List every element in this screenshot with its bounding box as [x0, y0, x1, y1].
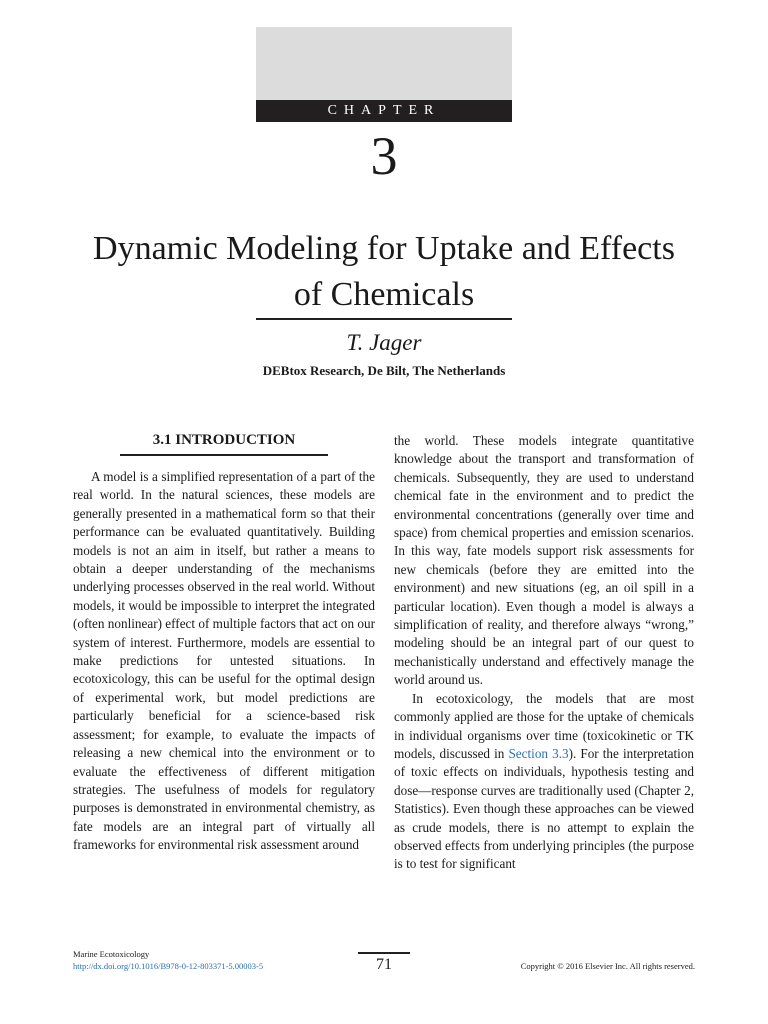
footer-book-title: Marine Ecotoxicology [73, 949, 150, 959]
chapter-title [40, 226, 728, 318]
paragraph-1: A model is a simplified representation of a part of the real world. In the natural sciences, these models are generally presented in a mathematical form so that their performance can be evaluated quantitatively. Building models is not an aim in itself, but rather a means to obtain a deeper understanding of the mechanisms underlying processes observed in the real world. Without models, it would be impossible to interpret the integrated (often nonlinear) effect of multiple factors that act on our system of interest. Furthermore, models are essential to make predictions for untested situations. In ecotoxicology, this can be useful for the optimal design of experimental work, but model predictions are particularly beneficial for a science-based risk assessment; for example, to evaluate the impacts of releasing a new chemical into the environment or to evaluate the effectiveness of different mitigation strategies. The usefulness of models for regulatory purposes is demonstrated in environmental chemistry, as fate models are an integral part of virtually all frameworks for environmental risk assessment around [73, 469, 375, 853]
section-heading: 3.1 INTRODUCTION [152, 432, 296, 448]
chapter-header-box [256, 27, 512, 100]
paragraph-2-text-start: In ecotoxicology, the models that are most commonly applied are those for the uptake of chemicals in individual organisms over time (toxicokinetic or TK models, discussed in [394, 690, 694, 761]
chapter-label: CHAPTER [256, 100, 512, 122]
paragraph-2-text-end: ). For the interpretation of toxic effects on individuals, hypothesis testing and dose—response curves are traditionally used (Chapter 2, Statistics). Even though these approaches can be viewed as crude models, there is no attempt to explain the observed effects from underlying principles (the purpose is to test for significant [394, 745, 695, 872]
chapter-title-line-1: Dynamic Modeling for Uptake and Effects [93, 230, 675, 267]
chapter-title-line-2: of Chemicals [293, 276, 475, 313]
title-divider [256, 318, 512, 320]
paragraph-2 [394, 690, 694, 874]
author-name: T. Jager [346, 330, 422, 355]
footer-citation [73, 948, 263, 972]
page-number-rule [358, 952, 410, 954]
body-column-left [73, 468, 375, 855]
page-number: 71 [376, 956, 392, 973]
paragraph-1-continued: the world. These models integrate quantitative knowledge about the transport and transformation of chemicals. Subsequently, they are used to understand chemical fate in the environment and to predict the environmental concentrations (generally over time and space) from chemical properties and emission scenarios. In this way, fate models support risk assessments for new chemicals (before they are emitted into the environment) and new situations (eg, an oil spill in a particular location). Even though a model is always a simplification of reality, and therefore always “wrong,” modeling should be an integral part of our quest to mechanistically understand and effectively manage the world around us. [394, 433, 694, 688]
footer-copyright: Copyright © 2016 Elsevier Inc. All rights reserved. [520, 961, 695, 971]
author-affiliation: DEBtox Research, De Bilt, The Netherlands [262, 363, 506, 378]
section-3-3-link[interactable]: Section 3.3 [508, 745, 569, 761]
section-heading-underline [120, 454, 328, 456]
footer-doi-link[interactable]: http://dx.doi.org/10.1016/B978-0-12-803371-5.00003-5 [73, 961, 264, 971]
body-column-right [394, 432, 694, 874]
chapter-number: 3 [370, 126, 398, 186]
